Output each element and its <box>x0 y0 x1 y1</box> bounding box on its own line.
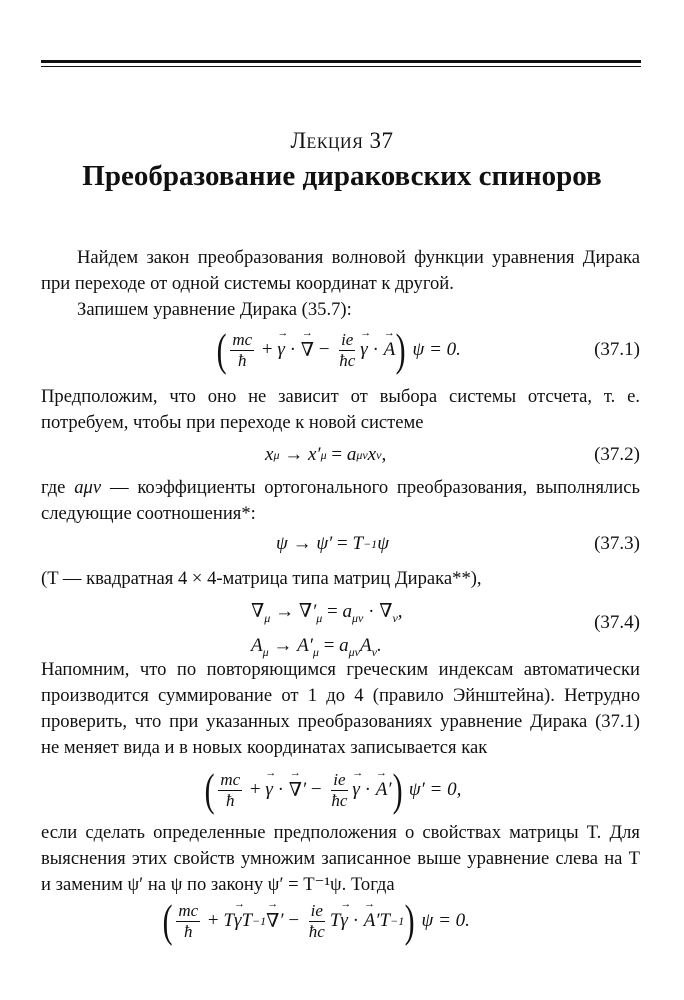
equation-37-1-number: (37.1) <box>594 339 640 360</box>
equation-37-4-body: $\nabla_\mu \to \nabla'_\mu = a_{\mu\nu} \cdot \nabla_\nu$, $A_\mu \to A'_\mu = a_{\mu\nu}A_\nu$. <box>251 601 403 659</box>
header-rule-thick <box>41 60 641 63</box>
paragraph-einstein: Напомним, что по повторяющимся греческим индексам автоматически производится суммирование от 1 до 4 (правило Эйнштейна). Нетрудно проверить, что при указанных преобразованиях уравнение Дирака (37.1) не меняет вида и в новых координатах записывается как <box>41 659 640 758</box>
paragraph-coefficients <box>41 475 640 527</box>
equation-37-1-tail: ψ = 0. <box>412 339 461 360</box>
equation-primed-dirac-tail: ψ′ = 0, <box>408 779 462 800</box>
lecture-label: Лекция <box>290 128 364 153</box>
paragraph-write-dirac: Запишем уравнение Дирака (35.7): <box>77 299 352 320</box>
paragraph-assumptions: если сделать определенные предположения о свойствах матрицы T. Для выяснения этих свойств умножим записанное выше уравнение слева на T и заменим ψ′ на ψ по закону ψ′ = T⁻¹ψ. Тогда <box>41 822 640 895</box>
paragraph-coefficients-pre: где <box>41 477 66 498</box>
equation-37-4-number: (37.4) <box>594 612 640 633</box>
header-rule-thin <box>41 66 641 67</box>
equation-37-3-body: ψ → ψ′ = T −1 ψ <box>276 533 389 554</box>
equation-primed-dirac-body: ( $\frac{mc}{ħ}$ + γ → · ∇ → ′ − $\frac{ie}{ħc}$ γ → · A → ′ ) ψ′ = 0, <box>204 762 461 818</box>
equation-37-3 <box>41 528 640 560</box>
paragraph-coefficients-post: — коэффициенты ортогонального преобразования, выполнялись следующие соотношения*: <box>41 477 640 524</box>
equation-37-4 <box>41 598 640 659</box>
equation-transformed-body: ( $\frac{mc}{ħ}$ + T γ → T −1 ∇ → ′ − $\frac{ie}{ħc}$ T γ → · A → ′T −1 ) ψ = 0. <box>162 893 470 949</box>
equation-37-3-number: (37.3) <box>594 533 640 554</box>
lecture-number <box>0 128 684 154</box>
equation-primed-dirac <box>41 762 640 818</box>
paragraph-coefficients-symbol: aμν <box>74 477 102 498</box>
lecture-number-value: 37 <box>369 128 394 153</box>
equation-37-1 <box>41 322 640 378</box>
lecture-title: Преобразование дираковских спиноров <box>82 160 602 192</box>
equation-transformed <box>41 893 640 949</box>
paragraph-intro: Найдем закон преобразования волновой функции уравнения Дирака при переходе от одной системы координат к другой. <box>41 247 640 294</box>
paragraph-suppose: Предположим, что оно не зависит от выбора системы отсчета, т. е. потребуем, чтобы при переходе к новой системе <box>41 386 640 433</box>
equation-37-2 <box>41 439 640 471</box>
equation-37-2-body: x μ → x′ μ = a μν x ν , <box>265 444 387 465</box>
equation-37-2-number: (37.2) <box>594 444 640 465</box>
equation-transformed-tail: ψ = 0. <box>421 910 470 931</box>
paragraph-matrix-t: (T — квадратная 4 × 4-матрица типа матриц Дирака**), <box>41 568 482 589</box>
equation-37-1-body: ( $\frac{mc}{ħ}$ + γ → · ∇ → − $\frac{ie}{ħc}$ γ → · A → ) ψ = 0. <box>216 322 461 378</box>
